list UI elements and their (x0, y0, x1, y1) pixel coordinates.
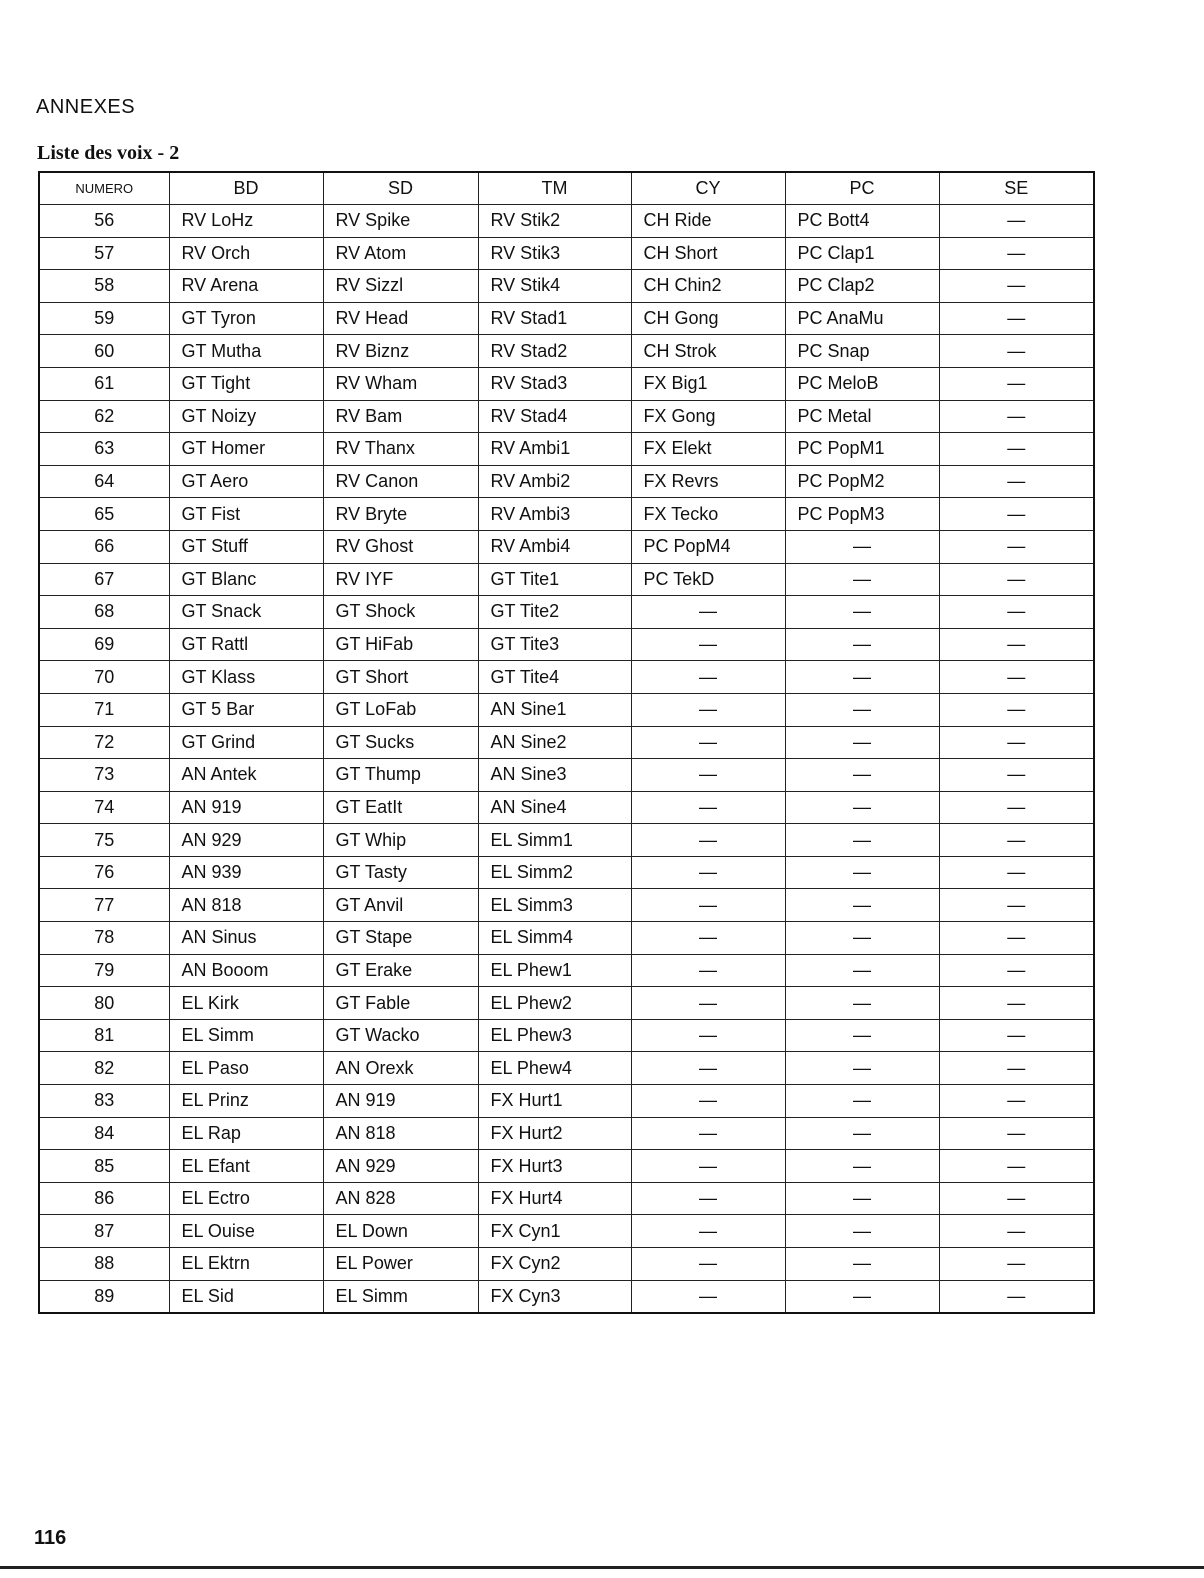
cell-se: — (939, 1019, 1094, 1052)
cell-cy: CH Gong (631, 302, 785, 335)
cell-sd: AN 818 (323, 1117, 478, 1150)
cell-se: — (939, 726, 1094, 759)
table-row (39, 1085, 1094, 1118)
cell-tm: RV Stad4 (478, 400, 631, 433)
cell-numero: 77 (39, 889, 169, 922)
cell-sd: GT Short (323, 661, 478, 694)
table-row (39, 237, 1094, 270)
table-row (39, 530, 1094, 563)
cell-pc: — (785, 628, 939, 661)
cell-pc: — (785, 922, 939, 955)
cell-numero: 65 (39, 498, 169, 531)
cell-bd: RV LoHz (169, 205, 323, 238)
table-row (39, 824, 1094, 857)
cell-se: — (939, 530, 1094, 563)
cell-numero: 62 (39, 400, 169, 433)
cell-sd: RV Head (323, 302, 478, 335)
cell-bd: GT Tyron (169, 302, 323, 335)
cell-pc: PC Metal (785, 400, 939, 433)
cell-tm: RV Stik4 (478, 270, 631, 303)
cell-tm: GT Tite1 (478, 563, 631, 596)
cell-tm: RV Stik3 (478, 237, 631, 270)
cell-numero: 56 (39, 205, 169, 238)
table-row (39, 954, 1094, 987)
cell-pc: — (785, 1085, 939, 1118)
table-row (39, 1280, 1094, 1313)
cell-sd: GT Erake (323, 954, 478, 987)
cell-cy: PC TekD (631, 563, 785, 596)
cell-pc: — (785, 856, 939, 889)
cell-cy: — (631, 628, 785, 661)
cell-bd: GT Aero (169, 465, 323, 498)
cell-se: — (939, 335, 1094, 368)
cell-bd: AN 818 (169, 889, 323, 922)
table-row (39, 922, 1094, 955)
cell-se: — (939, 1150, 1094, 1183)
cell-tm: GT Tite4 (478, 661, 631, 694)
column-header-bd: BD (169, 172, 323, 205)
cell-sd: AN 919 (323, 1085, 478, 1118)
cell-tm: GT Tite3 (478, 628, 631, 661)
cell-pc: — (785, 661, 939, 694)
cell-pc: — (785, 1150, 939, 1183)
cell-sd: RV Sizzl (323, 270, 478, 303)
cell-bd: GT Snack (169, 596, 323, 629)
cell-numero: 88 (39, 1248, 169, 1281)
cell-pc: — (785, 1280, 939, 1313)
table-row (39, 987, 1094, 1020)
cell-se: — (939, 824, 1094, 857)
cell-bd: AN Antek (169, 759, 323, 792)
table-row (39, 661, 1094, 694)
cell-bd: RV Arena (169, 270, 323, 303)
cell-se: — (939, 237, 1094, 270)
cell-numero: 74 (39, 791, 169, 824)
cell-sd: GT Shock (323, 596, 478, 629)
voice-list-table (38, 171, 1095, 1314)
cell-numero: 64 (39, 465, 169, 498)
cell-sd: EL Down (323, 1215, 478, 1248)
cell-se: — (939, 270, 1094, 303)
table-row (39, 335, 1094, 368)
table-row (39, 726, 1094, 759)
cell-tm: RV Ambi3 (478, 498, 631, 531)
table-row (39, 465, 1094, 498)
table-row (39, 596, 1094, 629)
table-row (39, 856, 1094, 889)
column-header-tm: TM (478, 172, 631, 205)
cell-se: — (939, 563, 1094, 596)
cell-sd: RV Thanx (323, 433, 478, 466)
cell-bd: GT Rattl (169, 628, 323, 661)
cell-cy: FX Gong (631, 400, 785, 433)
cell-se: — (939, 628, 1094, 661)
cell-bd: GT Grind (169, 726, 323, 759)
cell-pc: PC AnaMu (785, 302, 939, 335)
cell-sd: RV Spike (323, 205, 478, 238)
cell-cy: FX Tecko (631, 498, 785, 531)
cell-cy: — (631, 791, 785, 824)
cell-cy: — (631, 693, 785, 726)
cell-sd: RV Atom (323, 237, 478, 270)
cell-bd: EL Prinz (169, 1085, 323, 1118)
cell-tm: EL Simm1 (478, 824, 631, 857)
cell-sd: GT Sucks (323, 726, 478, 759)
table-body (39, 205, 1094, 1314)
cell-bd: GT Mutha (169, 335, 323, 368)
cell-tm: RV Ambi1 (478, 433, 631, 466)
cell-bd: EL Ouise (169, 1215, 323, 1248)
table-row (39, 498, 1094, 531)
cell-pc: — (785, 1052, 939, 1085)
cell-tm: FX Cyn1 (478, 1215, 631, 1248)
cell-numero: 60 (39, 335, 169, 368)
cell-cy: — (631, 726, 785, 759)
cell-se: — (939, 1215, 1094, 1248)
column-header-pc: PC (785, 172, 939, 205)
cell-numero: 84 (39, 1117, 169, 1150)
cell-pc: — (785, 889, 939, 922)
cell-bd: AN 919 (169, 791, 323, 824)
cell-bd: EL Paso (169, 1052, 323, 1085)
cell-se: — (939, 661, 1094, 694)
cell-pc: — (785, 693, 939, 726)
cell-bd: GT Homer (169, 433, 323, 466)
cell-cy: — (631, 889, 785, 922)
cell-cy: — (631, 1052, 785, 1085)
cell-se: — (939, 400, 1094, 433)
cell-se: — (939, 433, 1094, 466)
cell-cy: — (631, 1150, 785, 1183)
cell-bd: EL Ectro (169, 1182, 323, 1215)
cell-sd: GT Stape (323, 922, 478, 955)
cell-bd: AN Sinus (169, 922, 323, 955)
cell-tm: FX Hurt4 (478, 1182, 631, 1215)
cell-se: — (939, 954, 1094, 987)
cell-bd: GT Blanc (169, 563, 323, 596)
cell-tm: RV Stik2 (478, 205, 631, 238)
section-heading: ANNEXES (36, 96, 136, 118)
cell-numero: 58 (39, 270, 169, 303)
cell-sd: EL Power (323, 1248, 478, 1281)
cell-se: — (939, 498, 1094, 531)
column-header-se: SE (939, 172, 1094, 205)
table-row (39, 1182, 1094, 1215)
cell-pc: — (785, 726, 939, 759)
cell-sd: RV Bryte (323, 498, 478, 531)
cell-cy: — (631, 1215, 785, 1248)
cell-numero: 82 (39, 1052, 169, 1085)
cell-numero: 72 (39, 726, 169, 759)
cell-tm: RV Stad3 (478, 367, 631, 400)
cell-tm: EL Phew3 (478, 1019, 631, 1052)
table-row (39, 791, 1094, 824)
cell-tm: FX Hurt1 (478, 1085, 631, 1118)
cell-numero: 76 (39, 856, 169, 889)
table-row (39, 1117, 1094, 1150)
cell-tm: EL Phew4 (478, 1052, 631, 1085)
cell-se: — (939, 1248, 1094, 1281)
cell-sd: GT EatIt (323, 791, 478, 824)
cell-se: — (939, 1182, 1094, 1215)
cell-sd: GT Whip (323, 824, 478, 857)
cell-se: — (939, 1085, 1094, 1118)
cell-cy: FX Revrs (631, 465, 785, 498)
cell-cy: — (631, 1182, 785, 1215)
cell-sd: EL Simm (323, 1280, 478, 1313)
cell-tm: AN Sine4 (478, 791, 631, 824)
cell-numero: 87 (39, 1215, 169, 1248)
cell-numero: 63 (39, 433, 169, 466)
cell-se: — (939, 596, 1094, 629)
cell-se: — (939, 205, 1094, 238)
cell-tm: FX Hurt2 (478, 1117, 631, 1150)
cell-bd: EL Efant (169, 1150, 323, 1183)
cell-bd: EL Kirk (169, 987, 323, 1020)
cell-numero: 78 (39, 922, 169, 955)
cell-cy: — (631, 987, 785, 1020)
cell-tm: EL Simm2 (478, 856, 631, 889)
cell-sd: GT Wacko (323, 1019, 478, 1052)
cell-numero: 85 (39, 1150, 169, 1183)
cell-numero: 69 (39, 628, 169, 661)
cell-cy: — (631, 1085, 785, 1118)
cell-se: — (939, 791, 1094, 824)
table-row (39, 302, 1094, 335)
cell-cy: CH Ride (631, 205, 785, 238)
cell-sd: AN Orexk (323, 1052, 478, 1085)
cell-tm: FX Cyn2 (478, 1248, 631, 1281)
cell-sd: GT LoFab (323, 693, 478, 726)
cell-numero: 57 (39, 237, 169, 270)
cell-tm: RV Stad1 (478, 302, 631, 335)
cell-bd: GT Klass (169, 661, 323, 694)
cell-tm: AN Sine2 (478, 726, 631, 759)
cell-bd: AN 929 (169, 824, 323, 857)
cell-sd: RV Ghost (323, 530, 478, 563)
cell-numero: 59 (39, 302, 169, 335)
cell-cy: CH Chin2 (631, 270, 785, 303)
cell-cy: — (631, 661, 785, 694)
cell-pc: — (785, 1117, 939, 1150)
cell-cy: — (631, 1117, 785, 1150)
cell-pc: — (785, 563, 939, 596)
cell-tm: AN Sine1 (478, 693, 631, 726)
cell-numero: 67 (39, 563, 169, 596)
cell-tm: GT Tite2 (478, 596, 631, 629)
table-row (39, 400, 1094, 433)
cell-pc: PC PopM1 (785, 433, 939, 466)
cell-bd: GT Fist (169, 498, 323, 531)
cell-sd: GT Tasty (323, 856, 478, 889)
table-row (39, 693, 1094, 726)
cell-sd: GT Thump (323, 759, 478, 792)
table-row (39, 270, 1094, 303)
cell-sd: RV Biznz (323, 335, 478, 368)
cell-se: — (939, 465, 1094, 498)
cell-pc: — (785, 530, 939, 563)
cell-tm: RV Ambi2 (478, 465, 631, 498)
cell-numero: 83 (39, 1085, 169, 1118)
cell-se: — (939, 1117, 1094, 1150)
table-row (39, 205, 1094, 238)
table-row (39, 563, 1094, 596)
cell-se: — (939, 693, 1094, 726)
cell-tm: EL Phew1 (478, 954, 631, 987)
cell-tm: RV Ambi4 (478, 530, 631, 563)
cell-pc: — (785, 1182, 939, 1215)
column-header-sd: SD (323, 172, 478, 205)
cell-cy: — (631, 954, 785, 987)
cell-numero: 66 (39, 530, 169, 563)
cell-sd: RV Wham (323, 367, 478, 400)
cell-numero: 79 (39, 954, 169, 987)
cell-cy: — (631, 1280, 785, 1313)
cell-tm: RV Stad2 (478, 335, 631, 368)
cell-sd: RV IYF (323, 563, 478, 596)
cell-numero: 61 (39, 367, 169, 400)
cell-se: — (939, 1052, 1094, 1085)
cell-cy: — (631, 759, 785, 792)
table-header-row (39, 172, 1094, 205)
table-row (39, 1215, 1094, 1248)
table-row (39, 433, 1094, 466)
table-row (39, 1248, 1094, 1281)
cell-pc: PC PopM3 (785, 498, 939, 531)
cell-pc: — (785, 791, 939, 824)
cell-bd: GT 5 Bar (169, 693, 323, 726)
cell-se: — (939, 889, 1094, 922)
cell-tm: FX Cyn3 (478, 1280, 631, 1313)
cell-cy: — (631, 856, 785, 889)
cell-sd: AN 929 (323, 1150, 478, 1183)
cell-sd: GT Anvil (323, 889, 478, 922)
cell-pc: PC Snap (785, 335, 939, 368)
cell-tm: EL Simm4 (478, 922, 631, 955)
cell-tm: FX Hurt3 (478, 1150, 631, 1183)
table-row (39, 1052, 1094, 1085)
cell-bd: GT Tight (169, 367, 323, 400)
cell-numero: 80 (39, 987, 169, 1020)
cell-tm: EL Simm3 (478, 889, 631, 922)
cell-numero: 73 (39, 759, 169, 792)
cell-sd: GT HiFab (323, 628, 478, 661)
cell-bd: EL Ektrn (169, 1248, 323, 1281)
cell-se: — (939, 367, 1094, 400)
cell-cy: CH Short (631, 237, 785, 270)
table-title: Liste des voix - 2 (37, 142, 180, 164)
cell-pc: — (785, 759, 939, 792)
cell-numero: 81 (39, 1019, 169, 1052)
cell-cy: — (631, 824, 785, 857)
cell-sd: RV Bam (323, 400, 478, 433)
cell-cy: — (631, 1019, 785, 1052)
cell-sd: AN 828 (323, 1182, 478, 1215)
cell-bd: GT Stuff (169, 530, 323, 563)
cell-bd: GT Noizy (169, 400, 323, 433)
cell-pc: — (785, 954, 939, 987)
cell-bd: EL Simm (169, 1019, 323, 1052)
cell-numero: 71 (39, 693, 169, 726)
cell-bd: EL Sid (169, 1280, 323, 1313)
cell-numero: 68 (39, 596, 169, 629)
table-row (39, 759, 1094, 792)
cell-cy: — (631, 922, 785, 955)
table-row (39, 1019, 1094, 1052)
cell-bd: RV Orch (169, 237, 323, 270)
table-row (39, 628, 1094, 661)
cell-se: — (939, 922, 1094, 955)
cell-se: — (939, 759, 1094, 792)
cell-pc: PC Bott4 (785, 205, 939, 238)
cell-pc: PC PopM2 (785, 465, 939, 498)
cell-numero: 70 (39, 661, 169, 694)
table-row (39, 367, 1094, 400)
cell-cy: FX Big1 (631, 367, 785, 400)
cell-sd: GT Fable (323, 987, 478, 1020)
cell-pc: — (785, 824, 939, 857)
cell-pc: — (785, 1248, 939, 1281)
cell-se: — (939, 987, 1094, 1020)
cell-se: — (939, 856, 1094, 889)
cell-numero: 86 (39, 1182, 169, 1215)
cell-sd: RV Canon (323, 465, 478, 498)
cell-numero: 75 (39, 824, 169, 857)
cell-pc: PC Clap1 (785, 237, 939, 270)
cell-tm: AN Sine3 (478, 759, 631, 792)
cell-bd: EL Rap (169, 1117, 323, 1150)
cell-pc: — (785, 596, 939, 629)
cell-bd: AN 939 (169, 856, 323, 889)
cell-numero: 89 (39, 1280, 169, 1313)
cell-pc: — (785, 1019, 939, 1052)
cell-cy: PC PopM4 (631, 530, 785, 563)
cell-pc: PC Clap2 (785, 270, 939, 303)
bottom-rule (0, 1566, 1204, 1569)
cell-cy: CH Strok (631, 335, 785, 368)
cell-tm: EL Phew2 (478, 987, 631, 1020)
cell-pc: — (785, 1215, 939, 1248)
cell-cy: FX Elekt (631, 433, 785, 466)
cell-cy: — (631, 596, 785, 629)
column-header-cy: CY (631, 172, 785, 205)
cell-pc: — (785, 987, 939, 1020)
table-row (39, 1150, 1094, 1183)
cell-pc: PC MeloB (785, 367, 939, 400)
cell-se: — (939, 302, 1094, 335)
column-header-numero: NUMERO (39, 172, 169, 205)
table-row (39, 889, 1094, 922)
cell-bd: AN Booom (169, 954, 323, 987)
cell-se: — (939, 1280, 1094, 1313)
page-number: 116 (34, 1527, 67, 1549)
cell-cy: — (631, 1248, 785, 1281)
